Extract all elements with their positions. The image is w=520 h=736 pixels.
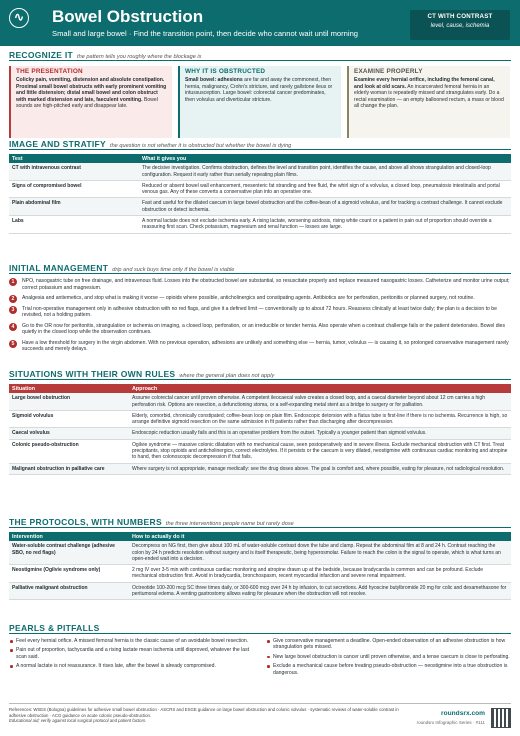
step-number: 1 — [9, 278, 17, 286]
pearls-right — [266, 638, 511, 679]
page-subtitle: Small and large bowel · Find the transition point, then decide who cannot wait until morning — [52, 29, 359, 38]
section-title: RECOGNIZE IT — [9, 50, 74, 60]
card-body: Small bowel: adhesions are far and away the commonest, then hernia, malignancy, Crohn's stricture, and rarely gallstone ileus or intussusception. Large bowel: colorectal cancer predominates, then volvulus and diverticular stricture. — [185, 77, 333, 103]
header — [0, 0, 520, 46]
card-title: EXAMINE PROPERLY — [354, 68, 423, 75]
imaging-table — [9, 154, 511, 234]
card-examination — [347, 66, 510, 138]
section-situations — [9, 370, 511, 380]
management-steps — [9, 278, 511, 357]
section-management — [9, 264, 511, 274]
section-imaging — [9, 140, 511, 150]
section-title: SITUATIONS WITH THEIR OWN RULES — [9, 369, 176, 379]
list-item: Give conservative management a deadline. Open-ended observation of an adhesive obstruction is how strangulation gets missed. — [266, 638, 511, 651]
key-test-title: CT WITH CONTRAST — [427, 13, 493, 20]
card-body: Examine every hernial orifice, including the femoral canal, and look at old scars. An incarcerated femoral hernia in an elderly woman is repeatedly missed and strangulates early. Do a rectal examination — an empty ballooned rectum, a mass or blood all change the plan. — [354, 77, 504, 110]
situations-table — [9, 384, 511, 475]
list-item: Feel every hernial orifice. A missed femoral hernia is the classic cause of an avoidable bowel resection. — [9, 638, 254, 644]
table-row: Labs A normal lactate does not exclude ischemia early. A rising lactate, worsening acidosis, rising white count or a patient in pain out of proportion should override a reassuring first scan. Check potassium, magnesium and renal function — losses are large. — [9, 216, 511, 234]
table-row: CT with intravenous contrast The decisive investigation. Confirms obstruction, defines the level and transition point, identifies the cause, and above all shows strangulation and closed-loop configuration. Request it early rather than serially repeating plain films. — [9, 163, 511, 180]
section-recognize — [9, 51, 511, 61]
list-item: Pain out of proportion, tachycardia and a rising lactate mean ischemia until disproved, whatever the last scan said. — [9, 647, 254, 660]
list-item: New large bowel obstruction is cancer until proven otherwise, and a tense caecum is close to perforating. — [266, 654, 511, 660]
table-row: Neostigmine (Ogilvie syndrome only) 2 mg IV over 3-5 min with continuous cardiac monitoring and atropine drawn up at the bedside, because bradycardia is common and can be profound. Exclude mechanical obstruction first. Avoid in bradycardia, bronchospasm, recent myocardial infarction and severe renal impairment. — [9, 565, 511, 583]
section-hint: where the general plan does not apply — [179, 373, 275, 379]
page-title: Bowel Obstruction — [52, 7, 204, 26]
section-hint: the question is not whether it is obstructed but whether the bowel is dying — [110, 143, 292, 149]
table-row: Large bowel obstruction Assume colorectal cancer until proven otherwise. A competent ileocaecal valve creates a closed loop, and a caecal diameter beyond about 12 cm carries a high perforation risk. Options are resection, a defunctioning stoma, or a self-expanding metal stent as a bridge to surgery or for palliation. — [9, 393, 511, 410]
key-test-box — [410, 10, 510, 40]
table-row: Signs of compromised bowel Reduced or absent bowel wall enhancement, mesenteric fat stranding and free fluid, the whirl sign of a volvulus, a closed loop, pneumatosis intestinalis and portal venous gas. Any of these converts a conservative plan into an operative one. — [9, 180, 511, 198]
step-number: 4 — [9, 323, 17, 331]
card-presentation — [9, 66, 172, 138]
step-number: 2 — [9, 295, 17, 303]
column-header: Intervention — [9, 532, 129, 541]
disclaimer: Educational aid; verify against local surgical protocol and patient factors. — [9, 718, 147, 724]
list-item: 2 Analgesia and antiemetics, and stop what is making it worse — opioids where possible, anticholinergics and constipating agents. Antibiotics are for perforation, peritonitis or planned surgery, not routine. — [9, 295, 511, 302]
gut-icon: ∿ — [9, 8, 29, 28]
column-header: Situation — [9, 384, 129, 393]
section-title: INITIAL MANAGEMENT — [9, 263, 109, 273]
section-title: PEARLS & PITFALLS — [9, 623, 100, 633]
table-row: Water-soluble contrast challenge (adhesive SBO, no red flags) Decompress on NG first, then give about 100 mL of water-soluble contrast down the tube and clamp. Repeat the abdominal film at 8 and 24 h. Contrast reaching the colon by 24 h predicts resolution without surgery and is itself therapeutic, being hyperosmolar. Failure to reach the colon is the signal to operate, which is what turns an open-ended wait into a decision. — [9, 541, 511, 564]
list-item: 1 NPO, nasogastric tube on free drainage, and intravenous fluid. Losses into the obstructed bowel are substantial, so resuscitate properly and replace measured nasogastric losses. Catheterize and monitor urine output; correct potassium and magnesium. — [9, 278, 511, 291]
section-title: THE PROTOCOLS, WITH NUMBERS — [9, 517, 162, 527]
section-hint: drip and suck buys time only if the bowel is viable — [112, 267, 235, 273]
series-label: roundsrx Infographic Series · #111 — [416, 720, 485, 725]
step-number: 5 — [9, 340, 17, 348]
column-header: Approach — [129, 384, 511, 393]
site-link[interactable]: roundsrx.com — [441, 710, 485, 717]
section-protocols — [9, 518, 511, 528]
pearls-left — [9, 638, 254, 673]
card-title: WHY IT IS OBSTRUCTED — [185, 68, 266, 75]
card-body: Colicky pain, vomiting, distension and absolute constipation. Proximal small bowel obstructs with early prominent vomiting and little distension; distal small bowel and colon obstruct with marked distension and late, faeculent vomiting. Bowel sounds are high-pitched early and disappear late. — [16, 77, 167, 110]
table-row: Sigmoid volvulus Elderly, comorbid, chronically constipated; coffee-bean loop on plain film. Endoscopic detorsion with a flatus tube is first-line if there is no ischemia. Recurrence is high, so arrange definitive sigmoid resection on the same admission in fit patients rather than discharging after decompression. — [9, 410, 511, 428]
list-item: 3 Trial non-operative management only in adhesive obstruction with no red flags, and give it a defined limit — conventionally up to about 72 hours. Reassess clinically at least twice daily; the plan is a decision to be revisited, not a holding pattern. — [9, 306, 511, 319]
qr-code-icon — [491, 708, 511, 728]
references: References: WSES (Bologna) guidelines for adhesive small bowel obstruction · ASCRS and ESGE guidance on large bowel obstruction and colonic volvulus · systematic reviews of water-soluble contrast in adhesive obstruction · ACG guidance on acute colonic pseudo-obstruction. — [9, 707, 399, 718]
list-item: 4 Go to the OR now for peritonitis, strangulation or ischemia on imaging, a closed loop, perforation, or an irreducible or tender hernia. Also operate when a contrast challenge fails or the patient deteriorates. Bowel dies quietly in the closed loop while the observation continues. — [9, 323, 511, 336]
card-causes — [178, 66, 341, 138]
table-row: Colonic pseudo-obstruction Ogilvie syndrome — massive colonic dilatation with no mechanical cause, seen postoperatively and in severe illness. Exclude mechanical obstruction with CT first. Treat precipitants, stop opioids and anticholinergics, correct electrolytes. If it persists or the caecum is very dilated, neostigmine with continuous cardiac monitoring and atropine to hand, then colonoscopic decompression if that fails. — [9, 439, 511, 463]
section-hint: the pattern tells you roughly where the blockage is — [77, 54, 202, 60]
table-row: Caecal volvulus Endoscopic reduction usually fails and this is an operative problem from the outset. Typically a younger patient than sigmoid volvulus. — [9, 428, 511, 439]
table-row: Palliative malignant obstruction Octreotide 100-200 mcg SC three times daily, or 300-600 mcg over 24 h by infusion, to cut secretions. Add hyoscine butylbromide 20 mg for colic and dexamethasone for peritumoral edema. A venting gastrostomy allows eating for pleasure when the obstruction will not resolve. — [9, 582, 511, 600]
section-hint: the three interventions people name but rarely dose — [165, 521, 294, 527]
step-number: 3 — [9, 306, 17, 314]
table-row: Plain abdominal film Fast and useful for the dilated caecum in large bowel obstruction and the coffee-bean of a sigmoid volvulus, and for tracking a contrast challenge. It cannot exclude obstruction or detect ischemia. — [9, 198, 511, 216]
column-header: How to actually do it — [129, 532, 511, 541]
column-header: Test — [9, 154, 139, 163]
section-title: IMAGE AND STRATIFY — [9, 139, 107, 149]
table-row: Malignant obstruction in palliative care Where surgery is not appropriate, manage medically: see the drug doses above. The goal is comfort and, where possible, eating for pleasure, not radiological resolution. — [9, 463, 511, 474]
key-test-subtitle: level, cause, ischemia — [430, 23, 490, 30]
footer — [9, 703, 511, 733]
list-item: A normal lactate is not reassurance. It rises late, after the bowel is already compromised. — [9, 663, 254, 669]
card-title: THE PRESENTATION — [16, 68, 83, 75]
list-item: Exclude a mechanical cause before treating pseudo-obstruction — neostigmine into a true obstruction is dangerous. — [266, 663, 511, 676]
list-item: 5 Have a low threshold for surgery in the virgin abdomen. With no previous operation, adhesions are unlikely and something else — hernia, tumor, volvulus — is causing it, so prolonged conservative management rarely succeeds and merely delays. — [9, 340, 511, 353]
protocols-table — [9, 532, 511, 600]
column-header: What it gives you — [139, 154, 511, 163]
section-pearls — [9, 624, 511, 634]
